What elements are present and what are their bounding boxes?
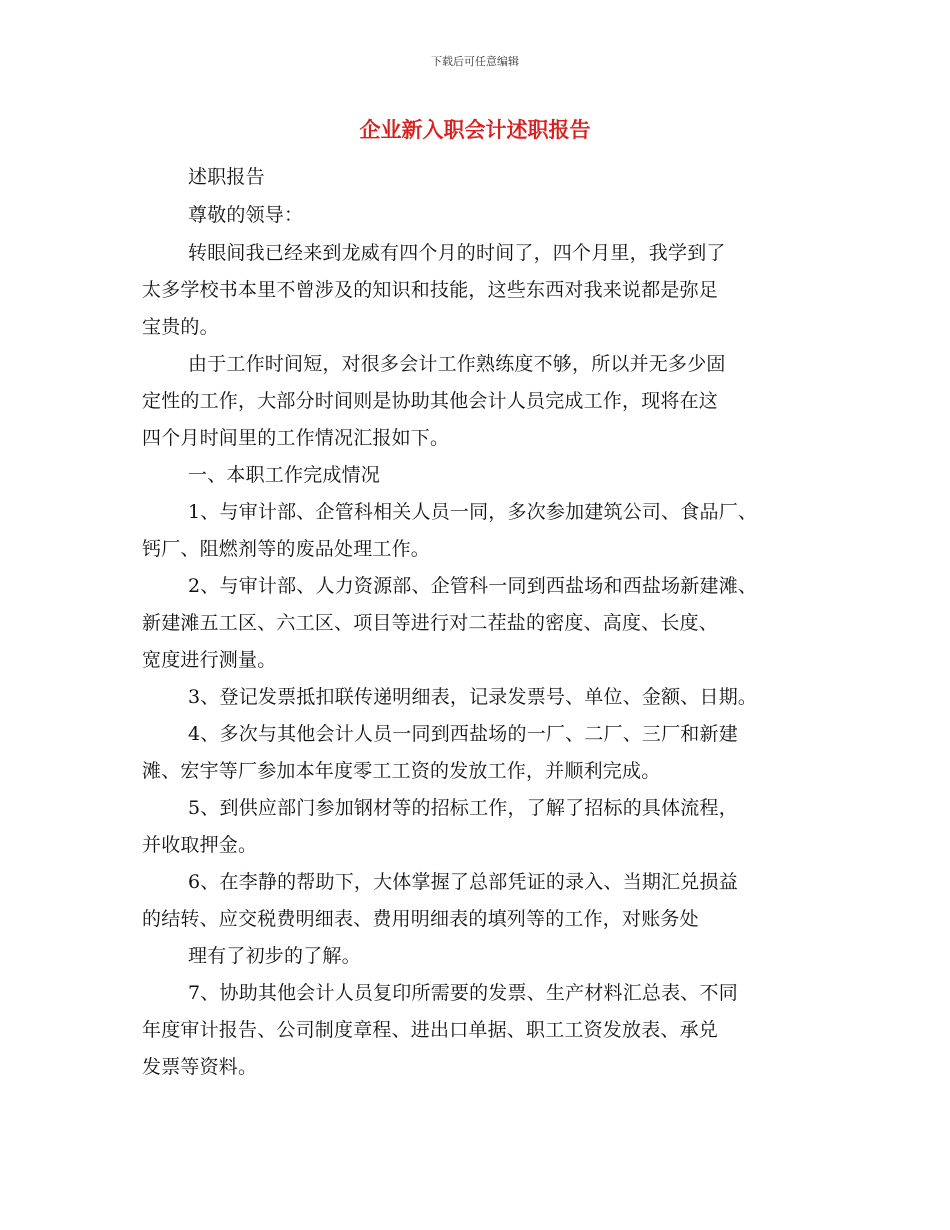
list-item-line: 5、到供应部门参加钢材等的招标工作，了解了招标的具体流程，: [188, 797, 738, 819]
list-item-line: 1、与审计部、企管科相关人员一同，多次参加建筑公司、食品厂、: [188, 501, 758, 523]
salutation-heading: 述职报告: [188, 166, 265, 188]
paragraph-line: 定性的工作，大部分时间则是协助其他会计人员完成工作，现将在这: [142, 390, 719, 412]
list-item-line: 发票等资料。: [142, 1056, 258, 1078]
list-item-line: 年度审计报告、公司制度章程、进出口单据、职工工资发放表、承兑: [142, 1019, 719, 1041]
paragraph-line: 四个月时间里的工作情况汇报如下。: [142, 427, 450, 449]
list-item-line: 6、在李静的帮助下，大体掌握了总部凭证的录入、当期汇兑损益: [188, 871, 738, 893]
paragraph-line: 太多学校书本里不曾涉及的知识和技能，这些东西对我来说都是弥足: [142, 279, 719, 301]
salutation: 尊敬的领导：: [188, 204, 304, 226]
list-item-line: 钙厂、阻燃剂等的废品处理工作。: [142, 538, 431, 560]
header-note: 下载后可任意编辑: [431, 55, 519, 68]
list-item-line: 4、多次与其他会计人员一同到西盐场的一厂、二厂、三厂和新建: [188, 723, 738, 745]
list-item-line: 3、登记发票抵扣联传递明细表，记录发票号、单位、金额、日期。: [188, 686, 758, 708]
list-item-line: 宽度进行测量。: [142, 649, 277, 671]
list-item-line: 并收取押金。: [142, 834, 258, 856]
list-item-line: 新建滩五工区、六工区、项目等进行对二茬盐的密度、高度、长度、: [142, 612, 719, 634]
document-title: 企业新入职会计述职报告: [359, 118, 591, 142]
list-item-line: 7、协助其他会计人员复印所需要的发票、生产材料汇总表、不同: [188, 982, 738, 1004]
list-item-line: 理有了初步的了解。: [188, 945, 361, 967]
list-item-line: 的结转、应交税费明细表、费用明细表的填列等的工作，对账务处: [142, 908, 699, 930]
paragraph-line: 由于工作时间短，对很多会计工作熟练度不够，所以并无多少固: [188, 353, 726, 375]
list-item-line: 2、与审计部、人力资源部、企管科一同到西盐场和西盐场新建滩、: [188, 575, 758, 597]
paragraph-line: 宝贵的。: [142, 316, 219, 338]
section-heading: 一、本职工作完成情况: [188, 464, 381, 486]
list-item-line: 滩、宏宇等厂参加本年度零工工资的发放工作，并顺利完成。: [142, 760, 661, 782]
paragraph-line: 转眼间我已经来到龙威有四个月的时间了，四个月里，我学到了: [188, 242, 726, 264]
